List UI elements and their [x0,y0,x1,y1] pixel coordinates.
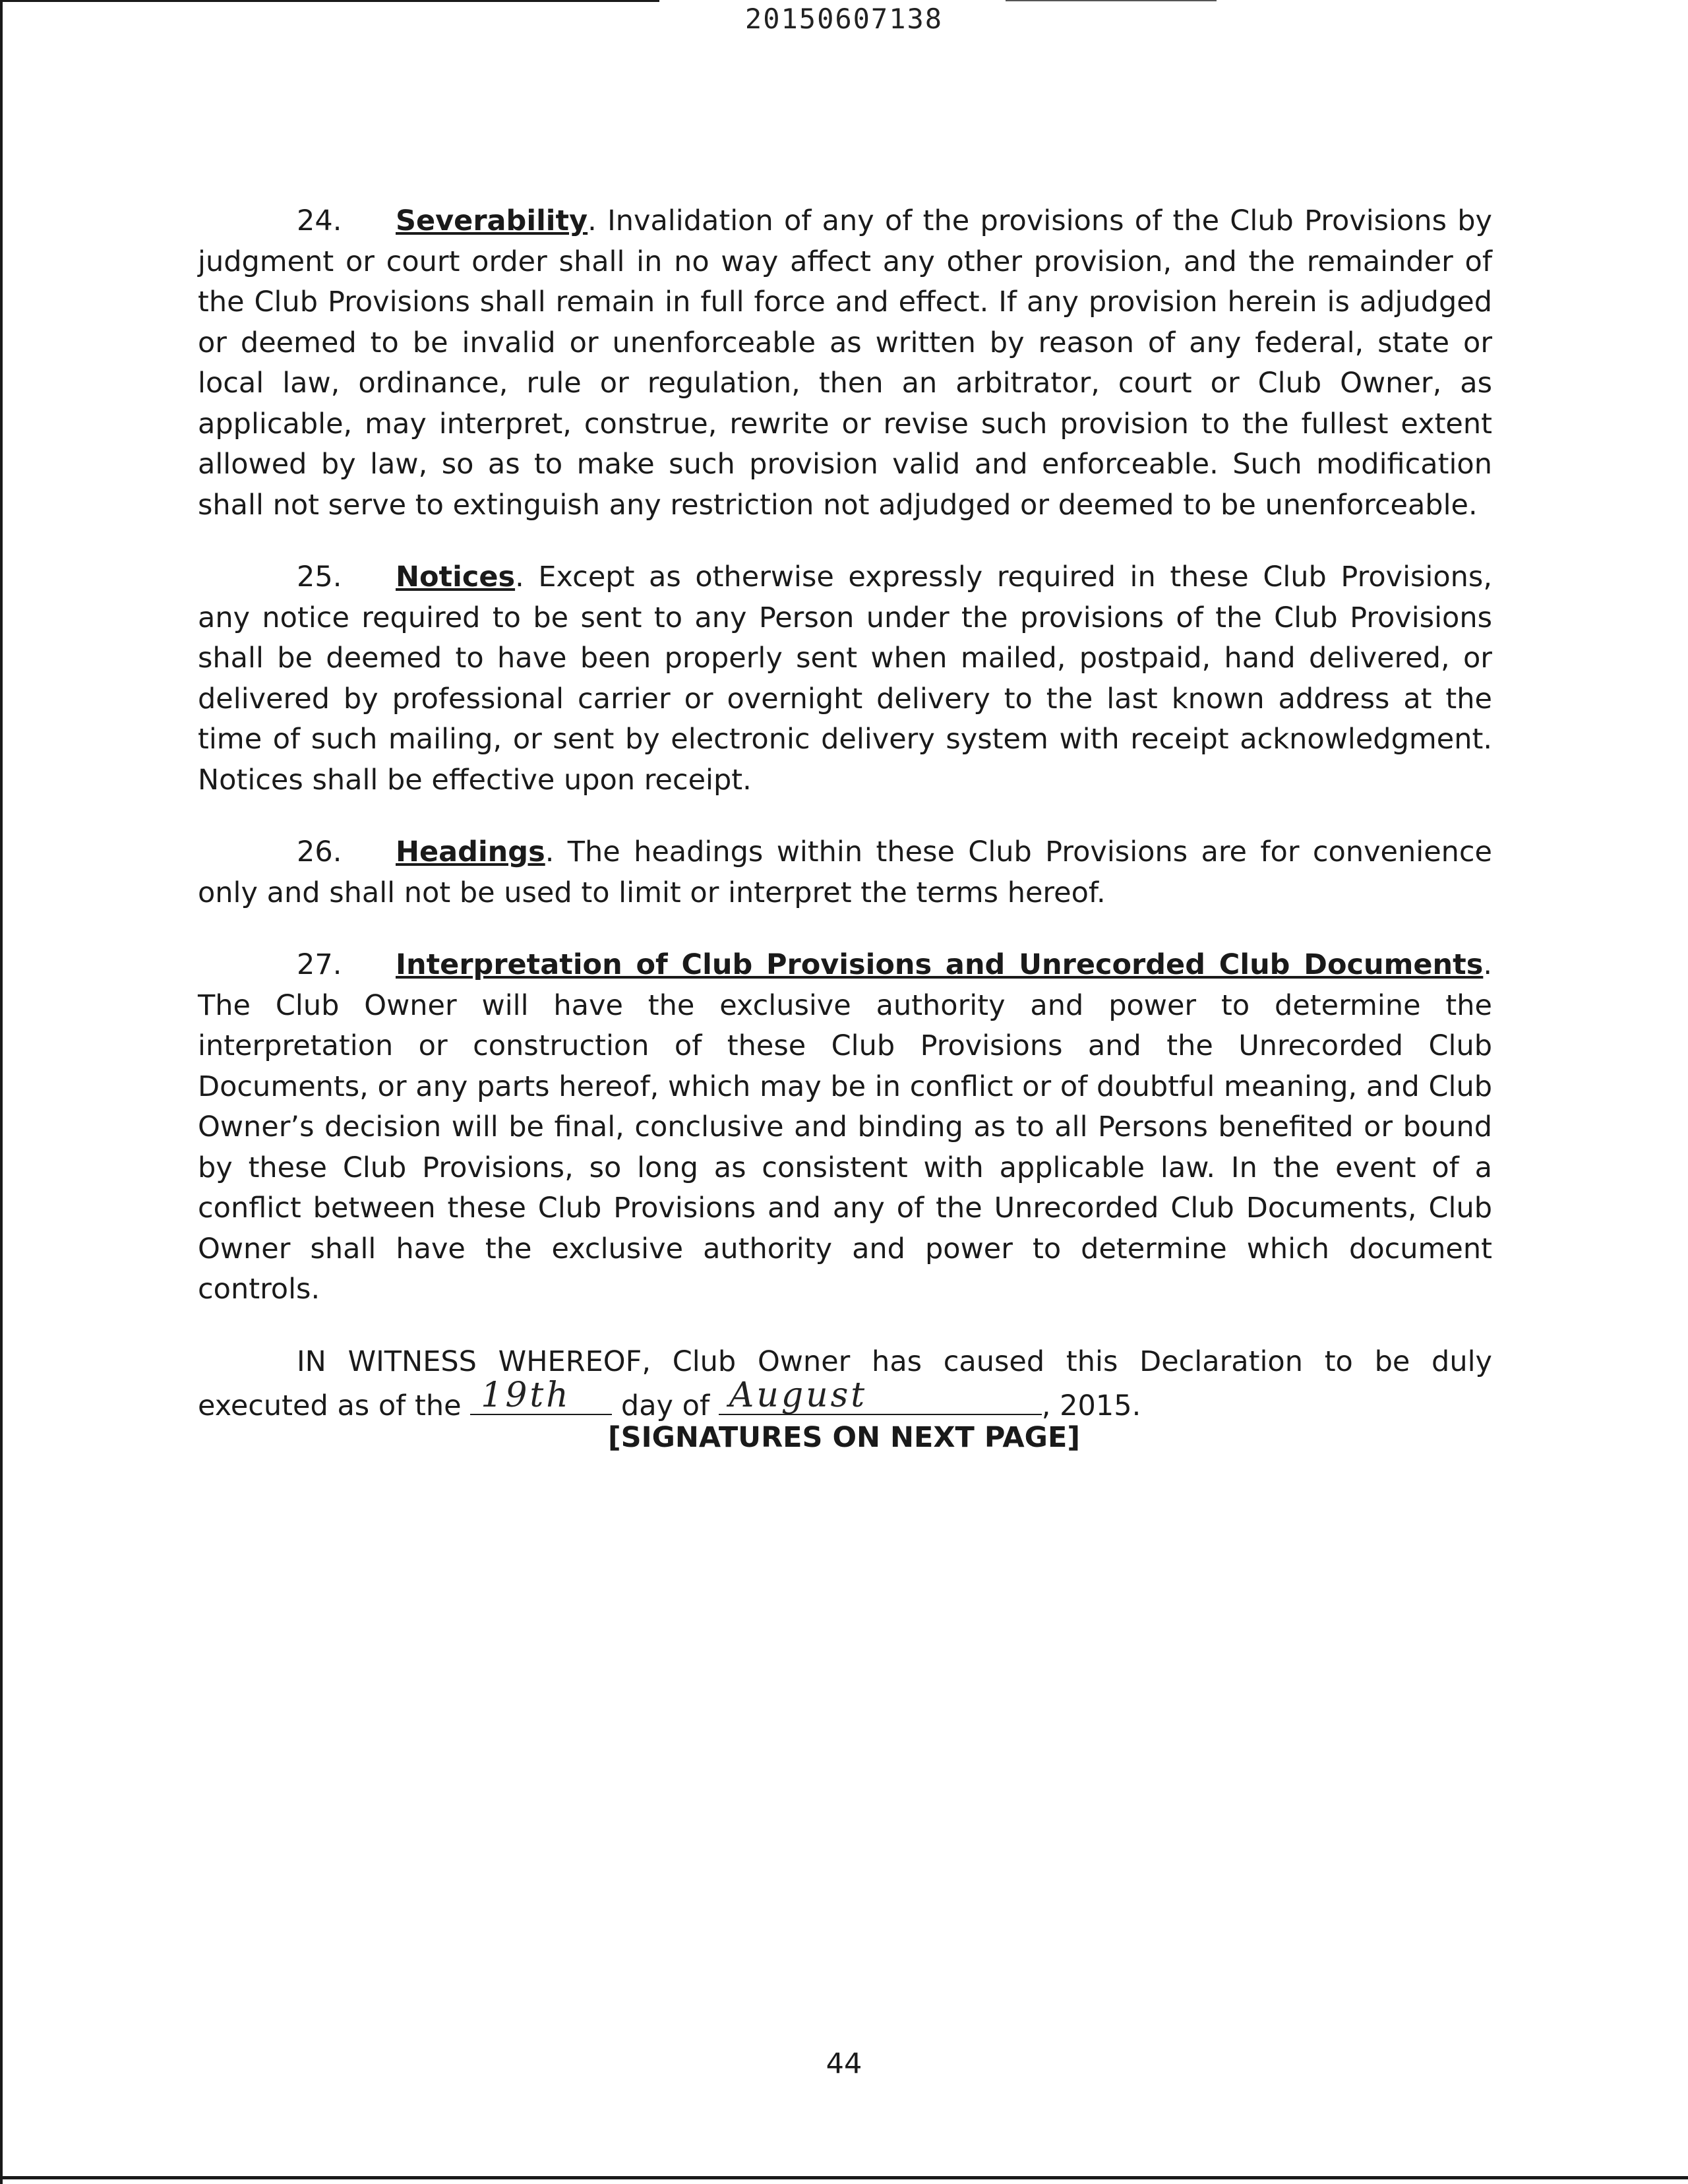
paragraph-heading: Notices [396,561,516,593]
paragraph-text: . Except as otherwise expressly required in these Club Provisions, any notice required to be sent to any Person under the provisions of the Club Provisions shall be deemed to have been properly sent when mailed, postpaid, hand delivered, or delivered by professional carrier or overnight delivery to the last known address at the time of such mailing, or sent by electronic delivery system with receipt acknowledgment. Notices shall be effective upon receipt. [198,561,1492,797]
paragraph-notices [198,557,1492,801]
paragraph-number: 26. [297,835,342,868]
month-blank [719,1376,1042,1415]
handwritten-day: 19th [481,1376,571,1415]
paragraph-text: . The Club Owner will have the exclusive authority and power to determine the interpretation or construction of these Club Provisions and the Unrecorded Club Documents, or any parts hereof, which may be in conflict or of doubtful meaning, and Club Owner’s decision will be final, conclusive and binding as to all Persons benefited or bound by these Club Provisions, so long as consistent with applicable law. In the event of a conflict between these Club Provisions and any of the Unrecorded Club Documents, Club Owner shall have the exclusive authority and power to determine which document controls. [198,948,1492,1306]
paragraph-interpretation [198,945,1492,1310]
handwritten-month: August [729,1376,868,1415]
scan-border-left [0,0,3,2184]
document-number: 20150607138 [744,3,944,35]
witness-text: IN WITNESS WHEREOF, Club Owner has caused this Declaration to be duly executed as of the [198,1345,1492,1422]
paragraph-number: 25. [297,561,342,593]
paragraph-severability [198,201,1492,526]
paragraph-heading: Headings [396,835,545,868]
paragraph-heading: Interpretation of Club Provisions and Unrecorded Club Documents [396,948,1484,981]
paragraph-heading: Severability [396,204,588,237]
paragraph-number: 27. [297,948,342,981]
paragraph-number: 24. [297,204,342,237]
paragraph-text: . The headings within these Club Provisions are for convenience only and shall not be used to limit or interpret the terms hereof. [198,835,1492,909]
paragraph-text: . Invalidation of any of the provisions of the Club Provisions by judgment or court order shall in no way affect any other provision, and the remainder of the Club Provisions shall remain in full force and effect. If any provision herein is adjudged or deemed to be invalid or unenforceable as written by reason of any federal, state or local law, ordinance, rule or regulation, then an arbitrator, court or Club Owner, as applicable, may interpret, construe, rewrite or revise such provision to the fullest extent allowed by law, so as to make such provision valid and enforceable. Such modification shall not serve to extinguish any restriction not adjudged or deemed to be unenforceable. [198,204,1492,522]
paragraph-headings [198,832,1492,913]
page-number: 44 [826,2048,862,2080]
signatures-note: [SIGNATURES ON NEXT PAGE] [607,1421,1080,1454]
scan-border-top-right [1006,0,1217,1]
witness-clause [198,1342,1492,1427]
day-blank [470,1376,612,1415]
scan-border-bottom [0,2176,1688,2179]
scan-border-top [0,0,659,2]
document-body [198,201,1492,1427]
day-of-label: day of [620,1389,710,1422]
year-text: , 2015. [1041,1389,1141,1422]
